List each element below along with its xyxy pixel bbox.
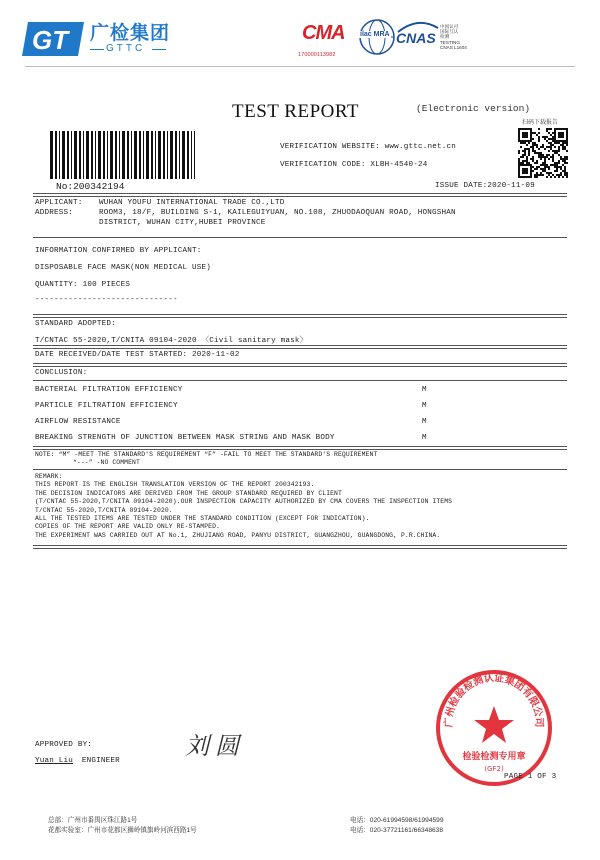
report-title: TEST REPORT (232, 101, 359, 122)
approver-name: Yuan Liu (35, 757, 74, 765)
approver-title: ENGINEER (81, 757, 120, 765)
cnas-text: CNAS (396, 30, 436, 46)
svg-text:检验检测专用章: 检验检测专用章 (462, 752, 526, 762)
cnas-subtext-line: CNAS L1604 (440, 44, 467, 50)
address-row-2 (35, 218, 456, 228)
cnas-subtext-line: 中国认可 (440, 24, 459, 29)
address-line-1: ROOM3, 18/F, BUILDING S-1, KAILEGUIYUAN, NO.108, ZHUODAOQUAN ROAD, HONGSHAN (99, 209, 456, 217)
official-stamp (434, 668, 557, 788)
address-row (35, 208, 456, 218)
footer-hq-address: 广州市番禺区珠江路1号 (67, 817, 138, 824)
footer-lab-label: 花都实验室： (48, 827, 88, 834)
conclusion-item-result: M (422, 386, 427, 394)
verification-website-label: VERIFICATION WEBSITE: (280, 143, 380, 151)
remark-line: ALL THE TESTED ITEMS ARE TESTED UNDER THE STANDARD CONDITION (EXCEPT FOR INDICATION). (35, 515, 370, 523)
conclusion-row (35, 386, 567, 402)
footer-row-lab (48, 826, 568, 836)
svg-text:广州检验检测认证集团有限公司: 广州检验检测认证集团有限公司 (443, 672, 545, 728)
applicant-row (35, 198, 456, 208)
company-name-rule (152, 49, 166, 50)
applicant-value: WUHAN YOUFU INTERNATIONAL TRADE CO.,LTD (99, 199, 285, 207)
conclusion-row (35, 402, 567, 418)
footer-hq-phone: 电话：020-61994598/61994599 (350, 817, 444, 824)
cnas-subtext (440, 24, 467, 50)
cma-number: 170000113982 (298, 52, 336, 58)
section-rule (33, 380, 567, 381)
section-rule (33, 314, 567, 318)
remark-line: THE DECISION INDICATORS ARE DERIVED FROM THE GROUP STANDARD REQUIRED BY CLIENT (35, 489, 342, 497)
conclusion-row (35, 418, 567, 434)
footer-row-hq (48, 816, 568, 826)
product-name: DISPOSABLE FACE MASK(NON MEDICAL USE) (35, 264, 212, 272)
report-barcode (50, 131, 195, 179)
verification-code-label: VERIFICATION CODE: (280, 161, 366, 169)
conclusion-item-result: M (422, 434, 427, 442)
verification-website (280, 143, 456, 151)
remark-line: THE EXPERIMENT WAS CARRIED OUT AT No.1, ZHUJIANG ROAD, PANYU DISTRICT, GUANGZHOU, GUANGDONG, P.R.CHINA. (35, 531, 441, 539)
verification-website-value[interactable]: www.gttc.net.cn (384, 143, 457, 151)
info-heading: INFORMATION CONFIRMED BY APPLICANT: (35, 247, 202, 255)
footer-lab-phone: 电话：020-37721161/66348638 (350, 827, 443, 834)
stamp-seal-icon (434, 668, 557, 788)
ilac-mark (358, 18, 396, 56)
report-number: No:200342194 (56, 181, 125, 192)
company-name-cn: 广检集团 (90, 23, 171, 44)
qr-caption: 扫码下载报告 (522, 120, 559, 126)
header-rule (25, 66, 575, 67)
verification-code-value: XLBH-4540-24 (370, 161, 428, 169)
info-separator: ------------------------------ (35, 296, 178, 304)
section-rule (33, 193, 567, 197)
section-rule (33, 363, 567, 367)
cma-mark (298, 22, 352, 64)
remark-line: COPIES OF THE REPORT ARE VALID ONLY RE-STAMPED. (35, 523, 220, 531)
footer-hq-label: 总部： (48, 817, 68, 824)
note-line-2: “---” -NO COMMENT (73, 459, 140, 466)
conclusion-item-name: PARTICLE FILTRATION EFFICIENCY (35, 402, 178, 410)
note-line-1: NOTE: “M” -MEET THE STANDARD'S REQUIREMENT “F” -FAIL TO MEET THE STANDARD'S REQUIREMENT (35, 451, 378, 458)
section-rule (33, 345, 567, 349)
address-label: ADDRESS: (35, 209, 74, 217)
cma-logo-text: CMA (302, 22, 345, 44)
remark-block (35, 473, 452, 540)
cnas-subtext-line: 检测 (440, 34, 450, 40)
issue-date: ISSUE DATE:2020-11-09 (435, 182, 535, 190)
note-block (35, 451, 377, 467)
svg-text:(GF2): (GF2) (484, 765, 504, 773)
barcode-icon (50, 131, 195, 179)
verification-code (280, 161, 428, 169)
conclusion-item-result: M (422, 418, 427, 426)
section-rule (33, 545, 567, 549)
conclusion-item-name: BREAKING STRENGTH OF JUNCTION BETWEEN MASK STRING AND MASK BODY (35, 434, 335, 442)
remark-line: REMARK: (35, 473, 63, 480)
remark-line: THIS REPORT IS THE ENGLISH TRANSLATION VERSION OF THE REPORT 200342193. (35, 481, 315, 489)
product-quantity: QUANTITY: 100 PIECES (35, 281, 131, 289)
conclusion-item-name: BACTERIAL FILTRATION EFFICIENCY (35, 386, 183, 394)
cnas-subtext-line: TESTING (440, 39, 460, 45)
address-line-2: DISTRICT, WUHAN CITY,HUBEI PROVINCE (99, 219, 266, 227)
ilac-text: ilac MRA (360, 31, 390, 38)
remark-line: (T/CNTAC 55-2020,T/CNITA 09104-2020).OUR INSPECTION CAPACITY AUTHORIZED BY CMA COVERS THE INSPECTION ITEMS (35, 498, 453, 506)
conclusion-item-name: AIRFLOW RESISTANCE (35, 418, 121, 426)
date-received: DATE RECEIVED/DATE TEST STARTED: 2020-11-02 (35, 351, 240, 359)
conclusion-table (35, 386, 567, 450)
report-edition: (Electronic version) (416, 103, 531, 114)
conclusion-item-result: M (422, 402, 427, 410)
company-name-rule (90, 49, 104, 50)
section-rule (33, 237, 567, 238)
applicant-label: APPLICANT: (35, 199, 83, 207)
gttc-logo-icon (22, 20, 86, 58)
qr-code-icon (518, 128, 568, 178)
footer-lab-address: 广州市花都区狮岭镇旗岭河滨西路1号 (87, 827, 197, 834)
standard-label: STANDARD ADOPTED: (35, 320, 116, 328)
section-rule (33, 446, 567, 450)
company-logo (22, 18, 182, 64)
signature: 刘圆 (185, 734, 245, 760)
remark-line: T/CNTAC 55-2020,T/CNITA 09104-2020. (35, 506, 173, 514)
conclusion-label: CONCLUSION: (35, 369, 88, 377)
applicant-block (35, 198, 456, 228)
qr-code[interactable] (518, 128, 568, 178)
standard-value: T/CNTAC 55-2020,T/CNITA 09104-2020 〈Civil sanitary mask〉 (35, 337, 308, 345)
svg-text:GT: GT (32, 25, 69, 55)
cnas-subtext-line: 国际互认 (440, 29, 459, 35)
approver (35, 757, 120, 765)
company-name-en: GTTC (106, 43, 146, 54)
footer (48, 816, 568, 836)
section-rule (33, 469, 567, 470)
page-indicator: PAGE 1 OF 3 (504, 773, 557, 781)
approved-by-label: APPROVED BY: (35, 741, 93, 749)
